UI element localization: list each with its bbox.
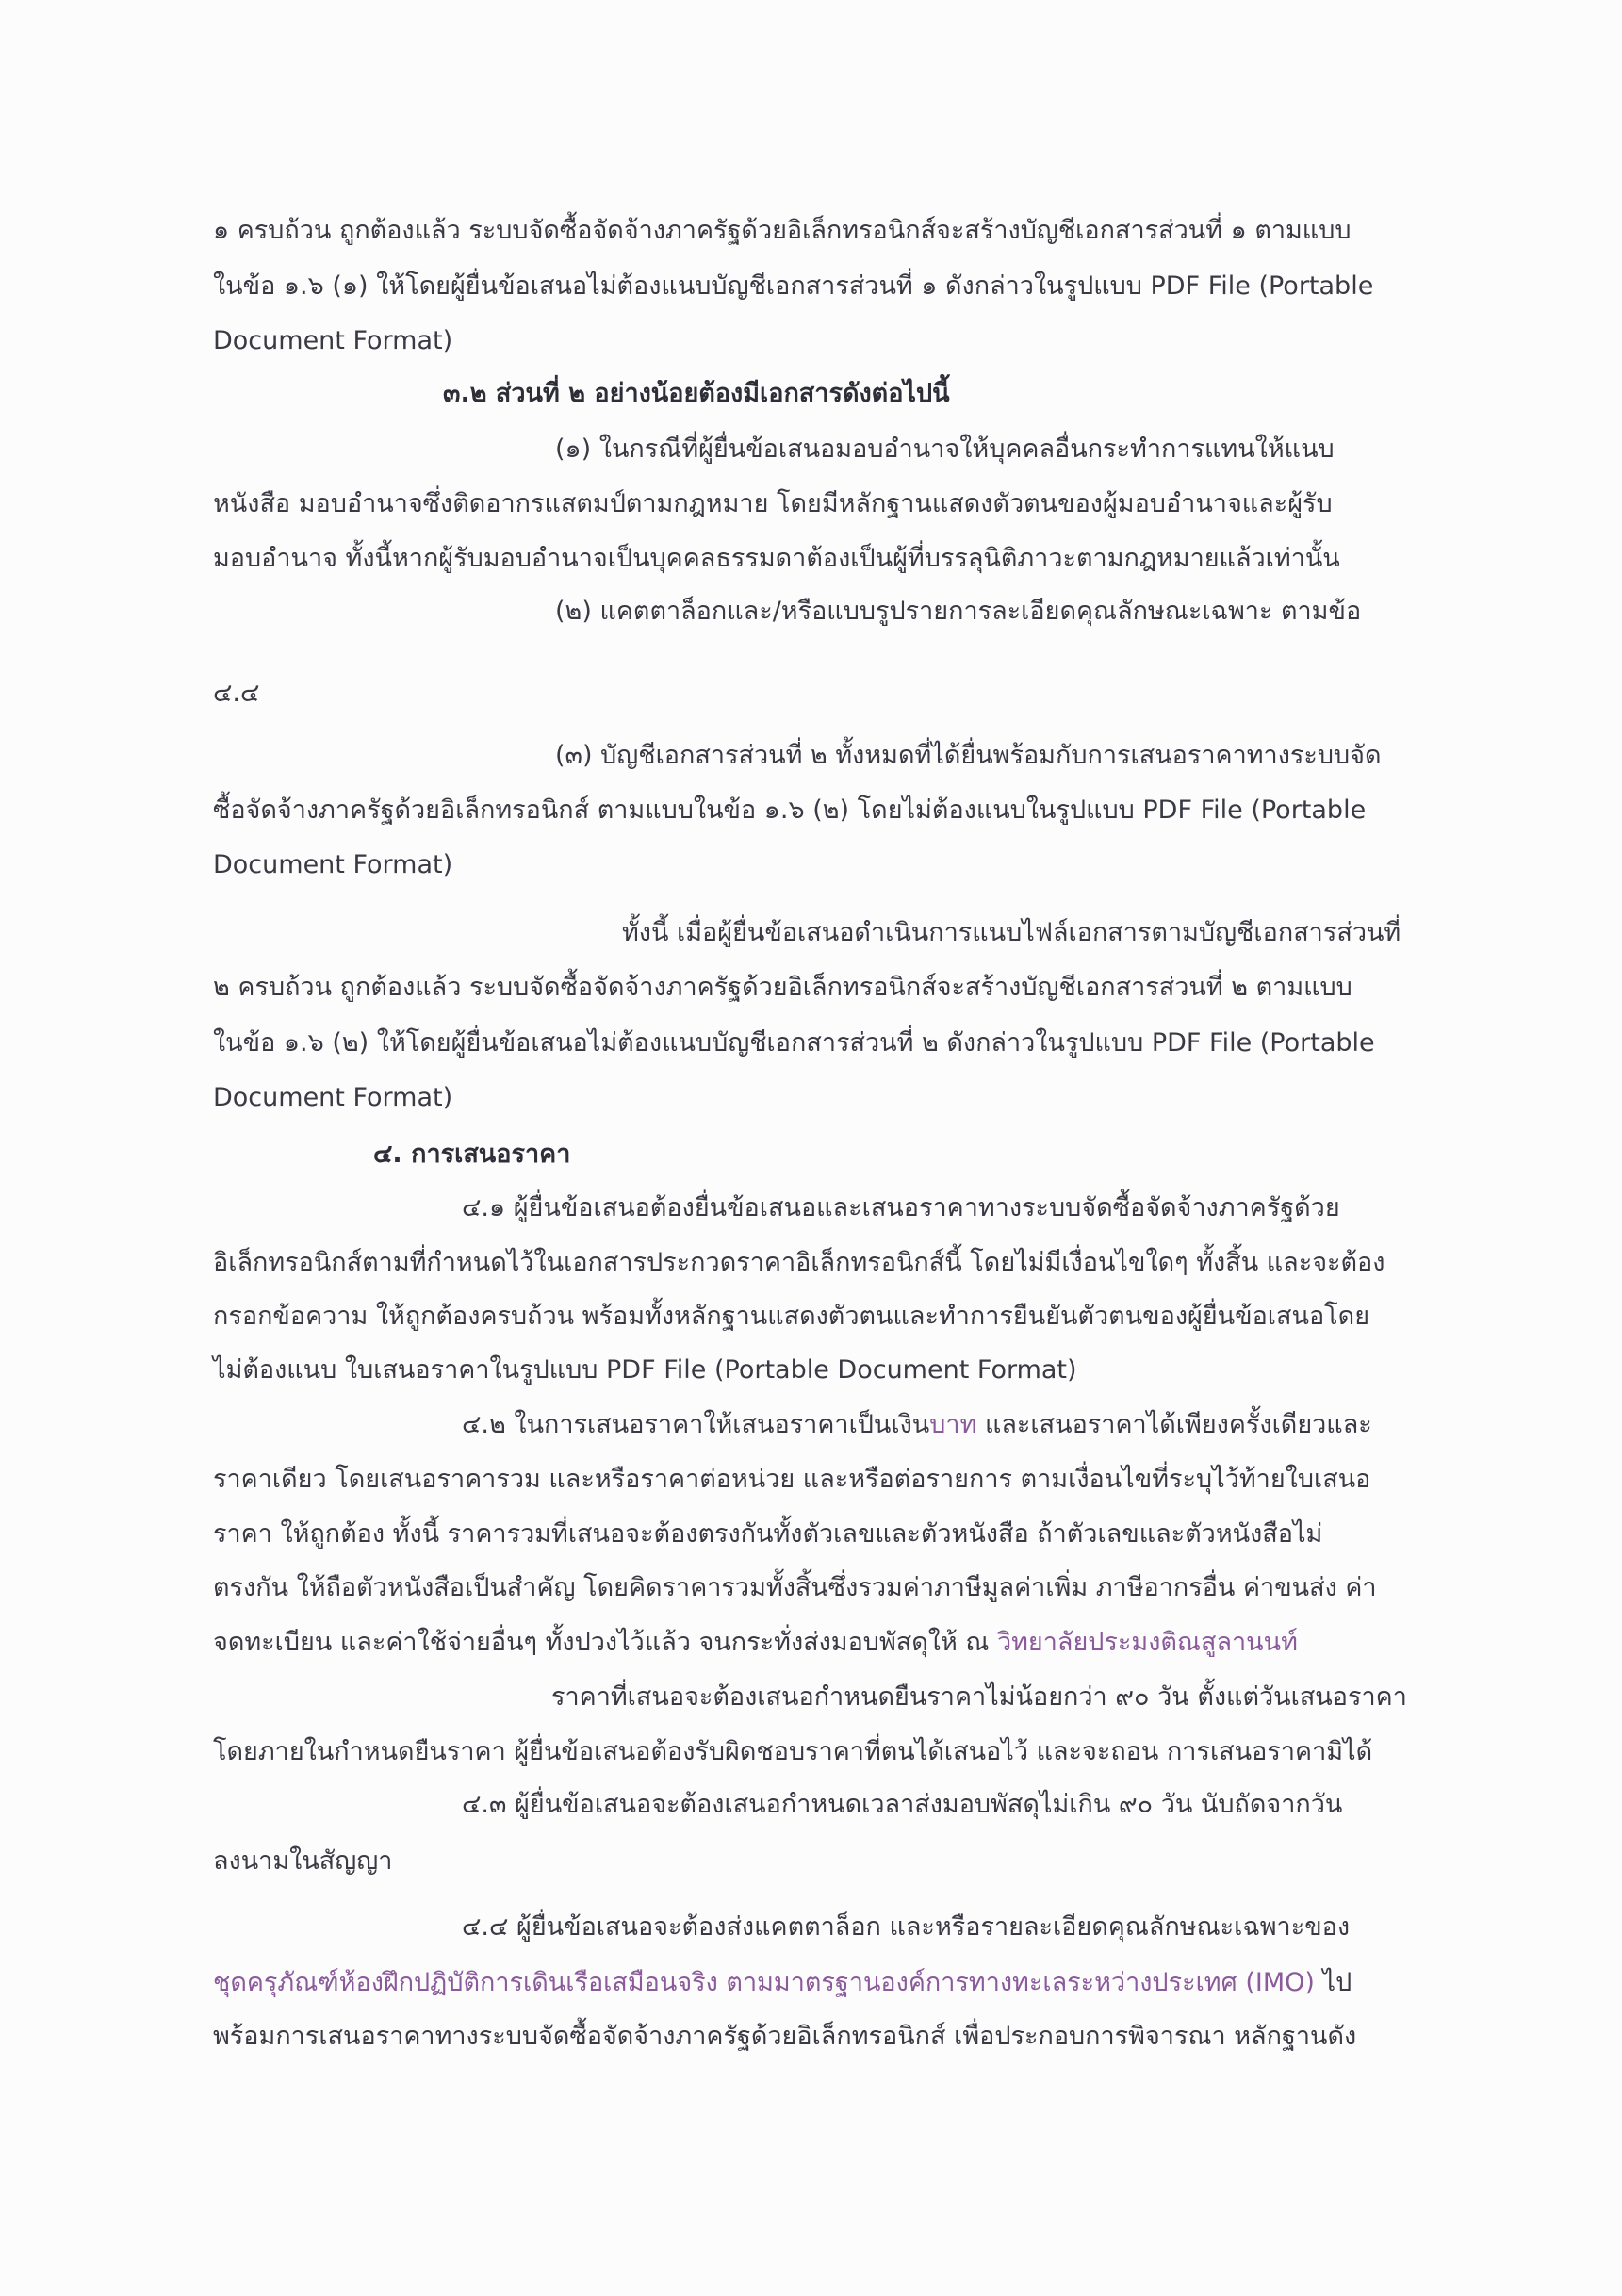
paragraph-line: มอบอำนาจ ทั้งนี้หากผู้รับมอบอำนาจเป็นบุคคลธรรมดาต้องเป็นผู้ที่บรรลุนิติภาวะตามกฎหมายแล้วเท่านั้น — [213, 544, 1340, 573]
paragraph-line: ๒ ครบถ้วน ถูกต้องแล้ว ระบบจัดซื้อจัดจ้างภาครัฐด้วยอิเล็กทรอนิกส์จะสร้างบัญชีเอกสารส่วนที่ ๒ ตามแบบ — [213, 973, 1352, 1002]
paragraph-line: ๔.๔ ผู้ยื่นข้อเสนอจะต้องส่งแคตตาล็อก และหรือรายละเอียดคุณลักษณะเฉพาะของ — [462, 1912, 1351, 1942]
paragraph-line: ราคาที่เสนอจะต้องเสนอกำหนดยืนราคาไม่น้อยกว่า ๙๐ วัน ตั้งแต่วันเสนอราคา — [551, 1682, 1407, 1712]
paragraph-line: (๓) บัญชีเอกสารส่วนที่ ๒ ทั้งหมดที่ได้ยื่นพร้อมกับการเสนอราคาทางระบบจัด — [555, 741, 1382, 770]
paragraph-line: Document Format) — [213, 1083, 453, 1112]
line-text: ๔.๒ ในการเสนอราคาให้เสนอราคาเป็นเงิน — [462, 1410, 930, 1439]
paragraph-line: ราคาเดียว โดยเสนอราคารวม และหรือราคาต่อหน่วย และหรือต่อรายการ ตามเงื่อนไขที่ระบุไว้ท้ายใบเสนอ — [213, 1465, 1371, 1494]
line-text: จดทะเบียน และค่าใช้จ่ายอื่นๆ ทั้งปวงไว้แล้ว จนกระทั่งส่งมอบพัสดุให้ ณ — [213, 1628, 997, 1657]
paragraph-line: Document Format) — [213, 326, 453, 355]
paragraph-line: ๑ ครบถ้วน ถูกต้องแล้ว ระบบจัดซื้อจัดจ้างภาครัฐด้วยอิเล็กทรอนิกส์จะสร้างบัญชีเอกสารส่วนที่ ๑ ตามแบบ — [213, 216, 1352, 245]
paragraph-line: (๑) ในกรณีที่ผู้ยื่นข้อเสนอมอบอำนาจให้บุคคลอื่นกระทำการแทนให้แนบ — [555, 435, 1335, 464]
paragraph-line: ไม่ต้องแนบ ใบเสนอราคาในรูปแบบ PDF File (Portable Document Format) — [213, 1355, 1077, 1385]
section-heading-3-2: ๓.๒ ส่วนที่ ๒ อย่างน้อยต้องมีเอกสารดังต่อไปนี้ — [443, 379, 950, 408]
item-name-field: ชุดครุภัณฑ์ห้องฝึกปฏิบัติการเดินเรือเสมือนจริง ตามมาตรฐานองค์การทางทะเลระหว่างประเทศ (IMO) — [213, 1968, 1315, 1997]
paragraph-line: ทั้งนี้ เมื่อผู้ยื่นข้อเสนอดำเนินการแนบไฟล์เอกสารตามบัญชีเอกสารส่วนที่ — [622, 918, 1401, 947]
paragraph-line — [462, 1406, 1372, 1444]
paragraph-line: ๔.๓ ผู้ยื่นข้อเสนอจะต้องเสนอกำหนดเวลาส่งมอบพัสดุไม่เกิน ๙๐ วัน นับถัดจากวัน — [462, 1790, 1343, 1819]
paragraph-line: ตรงกัน ให้ถือตัวหนังสือเป็นสำคัญ โดยคิดราคารวมทั้งสิ้นซึ่งรวมค่าภาษีมูลค่าเพิ่ม ภาษีอากรอื่น ค่าขนส่ง ค่า — [213, 1573, 1377, 1602]
paragraph-line: หนังสือ มอบอำนาจซึ่งติดอากรแสตมป์ตามกฎหมาย โดยมีหลักฐานแสดงตัวตนของผู้มอบอำนาจและผู้รับ — [213, 489, 1333, 518]
currency-field: บาท — [929, 1410, 977, 1439]
paragraph-line: ในข้อ ๑.๖ (๒) ให้โดยผู้ยื่นข้อเสนอไม่ต้องแนบบัญชีเอกสารส่วนที่ ๒ ดังกล่าวในรูปแบบ PDF File (Portable — [213, 1028, 1375, 1058]
paragraph-line: พร้อมการเสนอราคาทางระบบจัดซื้อจัดจ้างภาครัฐด้วยอิเล็กทรอนิกส์ เพื่อประกอบการพิจารณา หลักฐานดัง — [213, 2022, 1357, 2051]
paragraph-line — [213, 1964, 1352, 2002]
paragraph-line: ราคา ให้ถูกต้อง ทั้งนี้ ราคารวมที่เสนอจะต้องตรงกันทั้งตัวเลขและตัวหนังสือ ถ้าตัวเลขและตัวหนังสือไม่ — [213, 1519, 1323, 1549]
paragraph-line: ในข้อ ๑.๖ (๑) ให้โดยผู้ยื่นข้อเสนอไม่ต้องแนบบัญชีเอกสารส่วนที่ ๑ ดังกล่าวในรูปแบบ PDF File (Portable — [213, 271, 1374, 301]
paragraph-line: ๔.๑ ผู้ยื่นข้อเสนอต้องยื่นข้อเสนอและเสนอราคาทางระบบจัดซื้อจัดจ้างภาครัฐด้วย — [462, 1193, 1340, 1222]
paragraph-line: โดยภายในกำหนดยืนราคา ผู้ยื่นข้อเสนอต้องรับผิดชอบราคาที่ตนได้เสนอไว้ และจะถอน การเสนอราคามิได้ — [213, 1737, 1373, 1766]
paragraph-line: ซื้อจัดจ้างภาครัฐด้วยอิเล็กทรอนิกส์ ตามแบบในข้อ ๑.๖ (๒) โดยไม่ต้องแนบในรูปแบบ PDF File (Portable — [213, 795, 1367, 825]
section-heading-4: ๔. การเสนอราคา — [373, 1140, 571, 1169]
paragraph-line: (๒) แคตตาล็อกและ/หรือแบบรูปรายการละเอียดคุณลักษณะเฉพาะ ตามข้อ — [555, 597, 1362, 626]
paragraph-line: ๔.๔ — [213, 679, 260, 708]
paragraph-line — [213, 1624, 1298, 1662]
line-text: และเสนอราคาได้เพียงครั้งเดียวและ — [976, 1410, 1372, 1439]
paragraph-line: ลงนามในสัญญา — [213, 1846, 393, 1876]
paragraph-line: Document Format) — [213, 850, 453, 879]
delivery-location-field: วิทยาลัยประมงติณสูลานนท์ — [996, 1628, 1298, 1657]
paragraph-line: กรอกข้อความ ให้ถูกต้องครบถ้วน พร้อมทั้งหลักฐานแสดงตัวตนและทำการยืนยันตัวตนของผู้ยื่นข้อเสนอโดย — [213, 1302, 1370, 1331]
paragraph-line: อิเล็กทรอนิกส์ตามที่กำหนดไว้ในเอกสารประกวดราคาอิเล็กทรอนิกส์นี้ โดยไม่มีเงื่อนไขใดๆ ทั้งสิ้น และจะต้อง — [213, 1248, 1385, 1277]
line-text: ไป — [1314, 1968, 1352, 1997]
